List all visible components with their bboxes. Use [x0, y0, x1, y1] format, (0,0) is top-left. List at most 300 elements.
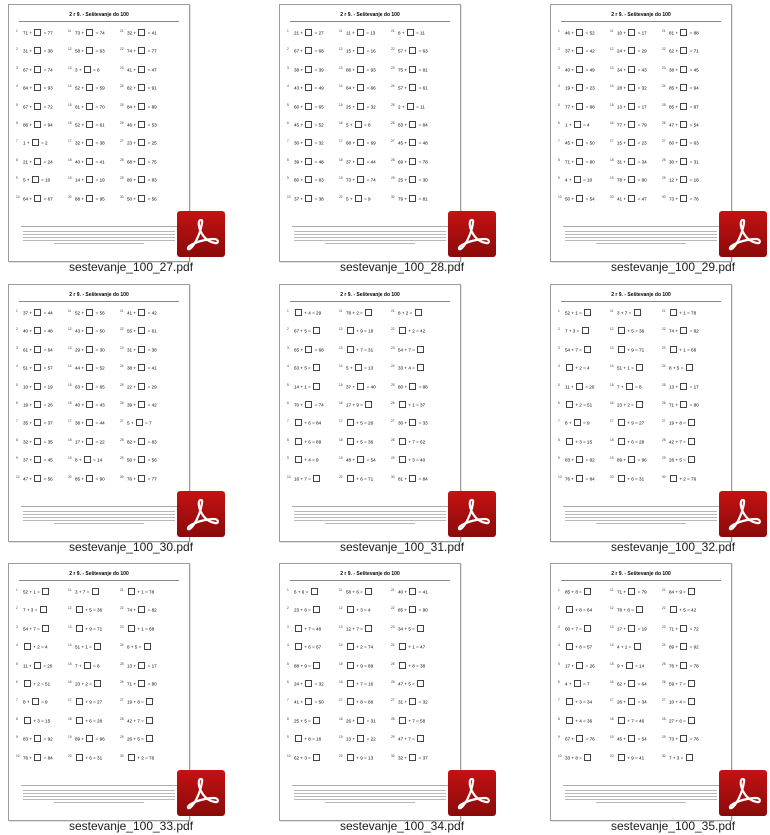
answer-box	[584, 588, 591, 595]
problem-number: 5	[287, 661, 289, 666]
footer-text-line	[294, 799, 446, 800]
equation-text: = 79	[636, 122, 647, 128]
problem-number: 1	[287, 588, 289, 592]
problem	[16, 698, 71, 705]
file-tile[interactable]	[548, 282, 770, 556]
equation-text: 78 +	[617, 177, 628, 183]
file-tile[interactable]	[277, 561, 527, 835]
answer-box	[618, 754, 625, 761]
answer-box	[576, 735, 583, 742]
equation-text: 39 +	[294, 159, 305, 165]
answer-box	[138, 139, 145, 146]
problem-number: 5	[287, 102, 289, 107]
problem-number: 21	[662, 29, 666, 33]
problem-row	[287, 43, 453, 61]
file-name-label[interactable]: sestevanje_100_32.pdf	[610, 540, 736, 554]
file-tile[interactable]	[6, 282, 256, 556]
problem	[16, 158, 71, 165]
file-name-label[interactable]: sestevanje_100_31.pdf	[339, 540, 465, 554]
answer-box	[357, 383, 364, 390]
file-tile[interactable]	[6, 2, 256, 276]
equation-text: = 77	[42, 30, 53, 36]
equation-text: 71 +	[565, 159, 576, 165]
problem	[558, 47, 613, 54]
pdf-thumbnail[interactable]	[550, 284, 732, 542]
problem	[339, 662, 394, 669]
problem	[391, 662, 446, 669]
problem	[662, 735, 717, 742]
equation-text: = 54	[636, 736, 647, 742]
equation-text: 34 +	[617, 67, 628, 73]
problem-number: 5	[287, 382, 289, 387]
footer-rule	[292, 506, 448, 507]
answer-box	[409, 606, 416, 613]
problem-number: 16	[610, 120, 614, 125]
file-name-label[interactable]: sestevanje_100_30.pdf	[68, 540, 194, 554]
problem-row	[16, 397, 182, 415]
equation-text: = 68	[313, 347, 324, 353]
equation-text: 46 +	[127, 122, 138, 128]
problem-row	[558, 750, 724, 768]
file-name-label[interactable]: sestevanje_100_29.pdf	[610, 260, 736, 274]
problem	[120, 588, 175, 595]
problem-number: 14	[68, 643, 72, 648]
problem	[558, 680, 613, 687]
file-name-label[interactable]: sestevanje_100_35.pdf	[610, 819, 736, 833]
pdf-thumbnail[interactable]	[279, 563, 461, 821]
problem-row	[558, 25, 724, 43]
pdf-thumbnail[interactable]	[8, 284, 190, 542]
problem-number: 27	[391, 419, 395, 424]
equation-text: = 92	[688, 644, 699, 650]
problem-number: 17	[339, 139, 343, 144]
equation-text: = 17	[636, 104, 647, 110]
problem	[339, 327, 394, 334]
problem	[662, 139, 717, 146]
problem-number: 25	[120, 102, 124, 107]
problem-row	[558, 323, 724, 341]
problem-row	[287, 305, 453, 323]
equation-text: 3 +	[75, 67, 83, 73]
problem-number: 3	[558, 624, 560, 629]
file-tile[interactable]	[548, 2, 770, 276]
equation-text: = 32	[313, 140, 324, 146]
problem	[610, 698, 665, 705]
problem	[558, 475, 613, 482]
equation-text: 51 + 1 =	[617, 365, 636, 371]
problem-row	[287, 415, 453, 433]
problem	[610, 364, 665, 371]
equation-text: 31 +	[23, 48, 34, 54]
problem	[610, 606, 665, 613]
problem	[662, 662, 717, 669]
answer-box	[86, 158, 93, 165]
footer-text-line	[23, 796, 175, 797]
problem-row	[287, 62, 453, 80]
problem-number: 28	[391, 716, 395, 721]
problem	[287, 309, 342, 316]
answer-box	[138, 680, 145, 687]
equation-text: = 26	[42, 402, 53, 408]
problem	[391, 346, 446, 353]
problem-number: 3	[287, 624, 289, 629]
equation-text: + 1 = 78	[136, 589, 155, 595]
equation-text: 83 +	[565, 457, 576, 463]
equation-text: + 9 = 27	[84, 699, 103, 705]
problem-row	[287, 25, 453, 43]
equation-text: = 89	[146, 104, 157, 110]
equation-text: 77 +	[617, 122, 628, 128]
problem	[339, 680, 394, 687]
answer-box	[576, 383, 583, 390]
answer-box	[144, 643, 151, 650]
file-name-label[interactable]: sestevanje_100_27.pdf	[68, 260, 194, 274]
equation-text: 46 +	[565, 30, 576, 36]
file-tile[interactable]	[6, 561, 256, 835]
equation-text: = 54	[584, 196, 595, 202]
equation-text: = 48	[417, 140, 428, 146]
problem-row	[558, 191, 724, 209]
problem-number: 13	[68, 624, 72, 629]
problem	[120, 475, 175, 482]
file-tile[interactable]	[277, 2, 527, 276]
problem-number: 18	[68, 157, 72, 162]
problem-row	[287, 117, 453, 135]
answer-box	[347, 327, 354, 334]
footer-text-line	[23, 511, 175, 512]
problem-row	[558, 602, 724, 620]
problem	[16, 625, 71, 632]
problem-row	[16, 172, 182, 190]
file-name-label[interactable]: sestevanje_100_33.pdf	[68, 819, 194, 833]
equation-text: 25 +	[398, 177, 409, 183]
answer-box	[576, 84, 583, 91]
pdf-thumbnail[interactable]	[8, 4, 190, 262]
answer-box	[399, 717, 406, 724]
problem	[610, 717, 665, 724]
equation-text: 61 +	[23, 347, 34, 353]
problem	[68, 456, 123, 463]
problem-number: 9	[558, 456, 560, 461]
problem-grid	[558, 305, 724, 489]
problem-number: 25	[662, 102, 666, 107]
equation-text: = 7	[143, 420, 152, 426]
problem-number: 8	[558, 437, 560, 442]
problem-row	[287, 452, 453, 470]
problem-number: 19	[339, 176, 343, 181]
answer-box	[24, 643, 31, 650]
problem-number: 21	[662, 309, 666, 313]
file-tile[interactable]	[277, 282, 527, 556]
equation-text: 40 +	[398, 589, 409, 595]
equation-text: 33 + 8 =	[565, 755, 584, 761]
problem-grid	[558, 25, 724, 209]
problem-number: 26	[662, 400, 666, 405]
equation-text: 89 +	[75, 736, 86, 742]
equation-text: = 45	[688, 67, 699, 73]
footer-text-line	[54, 243, 144, 244]
problem-number: 11	[610, 588, 614, 592]
file-name-label[interactable]: sestevanje_100_28.pdf	[339, 260, 465, 274]
answer-box	[357, 103, 364, 110]
problem	[68, 66, 123, 73]
footer-text-line	[596, 243, 686, 244]
equation-text: = 43	[94, 402, 105, 408]
equation-text: + 2 = 76	[136, 755, 155, 761]
equation-text: 52 + 1 =	[23, 589, 42, 595]
answer-box	[138, 327, 145, 334]
answer-box	[305, 47, 312, 54]
equation-text: 5 +	[346, 122, 354, 128]
pdf-thumbnail[interactable]	[279, 4, 461, 262]
equation-text: 23 + 6 =	[294, 607, 313, 613]
equation-text: 41 +	[294, 699, 305, 705]
answer-box	[136, 419, 143, 426]
answer-box	[34, 47, 41, 54]
problem	[120, 698, 175, 705]
answer-box	[582, 327, 589, 334]
problem-number: 28	[662, 437, 666, 442]
footer-text-line	[565, 799, 717, 800]
equation-text: 10 + 4 =	[669, 699, 688, 705]
problem	[339, 588, 394, 595]
equation-text: 30 +	[294, 140, 305, 146]
answer-box	[34, 364, 41, 371]
problem-number: 25	[391, 382, 395, 387]
equation-text: = 74	[365, 177, 376, 183]
pdf-file-icon	[447, 490, 497, 538]
equation-text: = 92	[42, 736, 53, 742]
problem-number: 25	[662, 382, 666, 387]
equation-text: 25 +	[346, 104, 357, 110]
problem-number: 14	[68, 84, 72, 89]
equation-text: = 63	[688, 140, 699, 146]
problem	[610, 176, 665, 183]
equation-text: 3 + 7 =	[75, 589, 91, 595]
problem-row	[16, 305, 182, 323]
problem	[558, 438, 613, 445]
problem-row	[287, 434, 453, 452]
answer-box	[576, 158, 583, 165]
footer-text-line	[294, 796, 446, 797]
equation-text: = 45	[42, 457, 53, 463]
answer-box	[357, 84, 364, 91]
file-name-label[interactable]: sestevanje_100_34.pdf	[339, 819, 465, 833]
equation-text: 42 + 7 =	[127, 718, 146, 724]
problem	[558, 588, 613, 595]
equation-text: 26 + 5 =	[669, 457, 688, 463]
title-rule	[561, 301, 721, 302]
answer-box	[628, 66, 635, 73]
answer-box	[680, 401, 687, 408]
equation-text: + 7 = 16	[355, 681, 374, 687]
equation-text: = 88	[688, 30, 699, 36]
problem-row	[558, 452, 724, 470]
answer-box	[34, 475, 41, 482]
answer-box	[688, 680, 695, 687]
equation-text: 4 +	[565, 177, 573, 183]
equation-text: 50 +	[565, 196, 576, 202]
answer-box	[313, 383, 320, 390]
equation-text: 73 +	[669, 196, 680, 202]
problem-number: 1	[558, 588, 560, 592]
problem	[16, 662, 71, 669]
equation-text: 12 + 7 =	[346, 626, 365, 632]
answer-box	[138, 103, 145, 110]
problem-number: 23	[120, 345, 124, 350]
footer-text-line	[565, 517, 717, 518]
answer-box	[357, 47, 364, 54]
problem	[68, 680, 123, 687]
answer-box	[399, 643, 406, 650]
equation-text: + 9 = 41	[626, 755, 645, 761]
problem-number: 9	[558, 735, 560, 740]
problem	[339, 346, 394, 353]
problem	[68, 754, 123, 761]
problem	[287, 195, 342, 202]
problem	[68, 364, 123, 371]
problem-number: 2	[287, 327, 289, 332]
problem	[68, 698, 123, 705]
equation-text: 45 +	[294, 122, 305, 128]
answer-box	[574, 176, 581, 183]
answer-box	[94, 680, 101, 687]
problem	[287, 84, 342, 91]
footer-text-line	[325, 243, 415, 244]
answer-box	[636, 401, 643, 408]
pdf-thumbnail[interactable]	[8, 563, 190, 821]
equation-text: + 4 = 36	[574, 718, 593, 724]
answer-box	[86, 419, 93, 426]
equation-text: = 74	[313, 402, 324, 408]
problem-row	[558, 676, 724, 694]
answer-box	[574, 680, 581, 687]
problem	[610, 84, 665, 91]
equation-text: = 90	[417, 607, 428, 613]
problem-number: 22	[391, 606, 395, 611]
problem-row	[16, 731, 182, 749]
answer-box	[636, 606, 643, 613]
pdf-thumbnail[interactable]	[550, 4, 732, 262]
problem	[16, 195, 71, 202]
equation-text: 77 +	[565, 104, 576, 110]
answer-box	[576, 662, 583, 669]
answer-box	[311, 588, 318, 595]
equation-text: 76 +	[669, 663, 680, 669]
equation-text: = 66	[365, 85, 376, 91]
problem	[391, 121, 446, 128]
problem-number: 10	[287, 753, 291, 758]
equation-text: = 42	[146, 310, 157, 316]
equation-text: = 42	[584, 48, 595, 54]
problem	[610, 456, 665, 463]
answer-box	[409, 84, 416, 91]
problem	[662, 456, 717, 463]
equation-text: = 47	[636, 196, 647, 202]
problem	[662, 346, 717, 353]
equation-text: 59 + 7 =	[669, 681, 688, 687]
problem	[287, 66, 342, 73]
equation-text: 17 +	[565, 663, 576, 669]
problem-row	[287, 323, 453, 341]
answer-box	[355, 364, 362, 371]
problem-number: 20	[339, 474, 343, 479]
equation-text: 29 +	[75, 347, 86, 353]
answer-box	[86, 195, 93, 202]
answer-box	[347, 662, 354, 669]
equation-text: 63 + 5 =	[294, 365, 313, 371]
equation-text: 80 +	[127, 177, 138, 183]
answer-box	[94, 643, 101, 650]
problem-number: 17	[339, 419, 343, 424]
problem	[391, 47, 446, 54]
problem-number: 4	[558, 364, 560, 369]
footer-rule	[292, 785, 448, 786]
answer-box	[688, 698, 695, 705]
file-tile[interactable]	[548, 561, 770, 835]
problem	[339, 717, 394, 724]
problem-number: 25	[391, 661, 395, 666]
problem	[391, 84, 446, 91]
equation-text: 71 +	[669, 626, 680, 632]
problem-number: 25	[391, 102, 395, 107]
problem-number: 8	[287, 157, 289, 162]
answer-box	[618, 327, 625, 334]
problem	[339, 643, 394, 650]
problem-row	[287, 584, 453, 602]
pdf-thumbnail[interactable]	[279, 284, 461, 542]
problem	[610, 195, 665, 202]
answer-box	[566, 643, 573, 650]
pdf-thumbnail[interactable]	[550, 563, 732, 821]
equation-text: + 5 = 36	[355, 439, 374, 445]
equation-text: 24 +	[294, 681, 305, 687]
answer-box	[128, 754, 135, 761]
problem-number: 14	[68, 364, 72, 369]
answer-box	[347, 680, 354, 687]
problem-number: 26	[662, 120, 666, 125]
problem	[662, 383, 717, 390]
problem-number: 28	[391, 157, 395, 162]
equation-text: = 56	[146, 457, 157, 463]
problem-number: 28	[120, 157, 124, 162]
equation-text: = 34	[636, 699, 647, 705]
equation-text: + 2 = 4	[574, 365, 590, 371]
footer-text-line	[23, 234, 175, 235]
problem	[120, 662, 175, 669]
problem	[610, 66, 665, 73]
problem	[287, 643, 342, 650]
equation-text: 7 + 3 =	[23, 607, 39, 613]
equation-text: 41 +	[617, 196, 628, 202]
problem	[391, 195, 446, 202]
problem-row	[287, 154, 453, 172]
equation-text: = 35	[42, 439, 53, 445]
problem-row	[16, 379, 182, 397]
problem	[391, 176, 446, 183]
problem	[610, 29, 665, 36]
problem	[558, 121, 613, 128]
equation-text: + 2 = 76	[678, 476, 697, 482]
equation-text: 89 +	[617, 457, 628, 463]
problem-number: 3	[558, 65, 560, 70]
equation-text: 38 +	[669, 67, 680, 73]
problem	[68, 717, 123, 724]
problem	[391, 698, 446, 705]
problem	[339, 383, 394, 390]
answer-box	[34, 327, 41, 334]
answer-box	[34, 346, 41, 353]
